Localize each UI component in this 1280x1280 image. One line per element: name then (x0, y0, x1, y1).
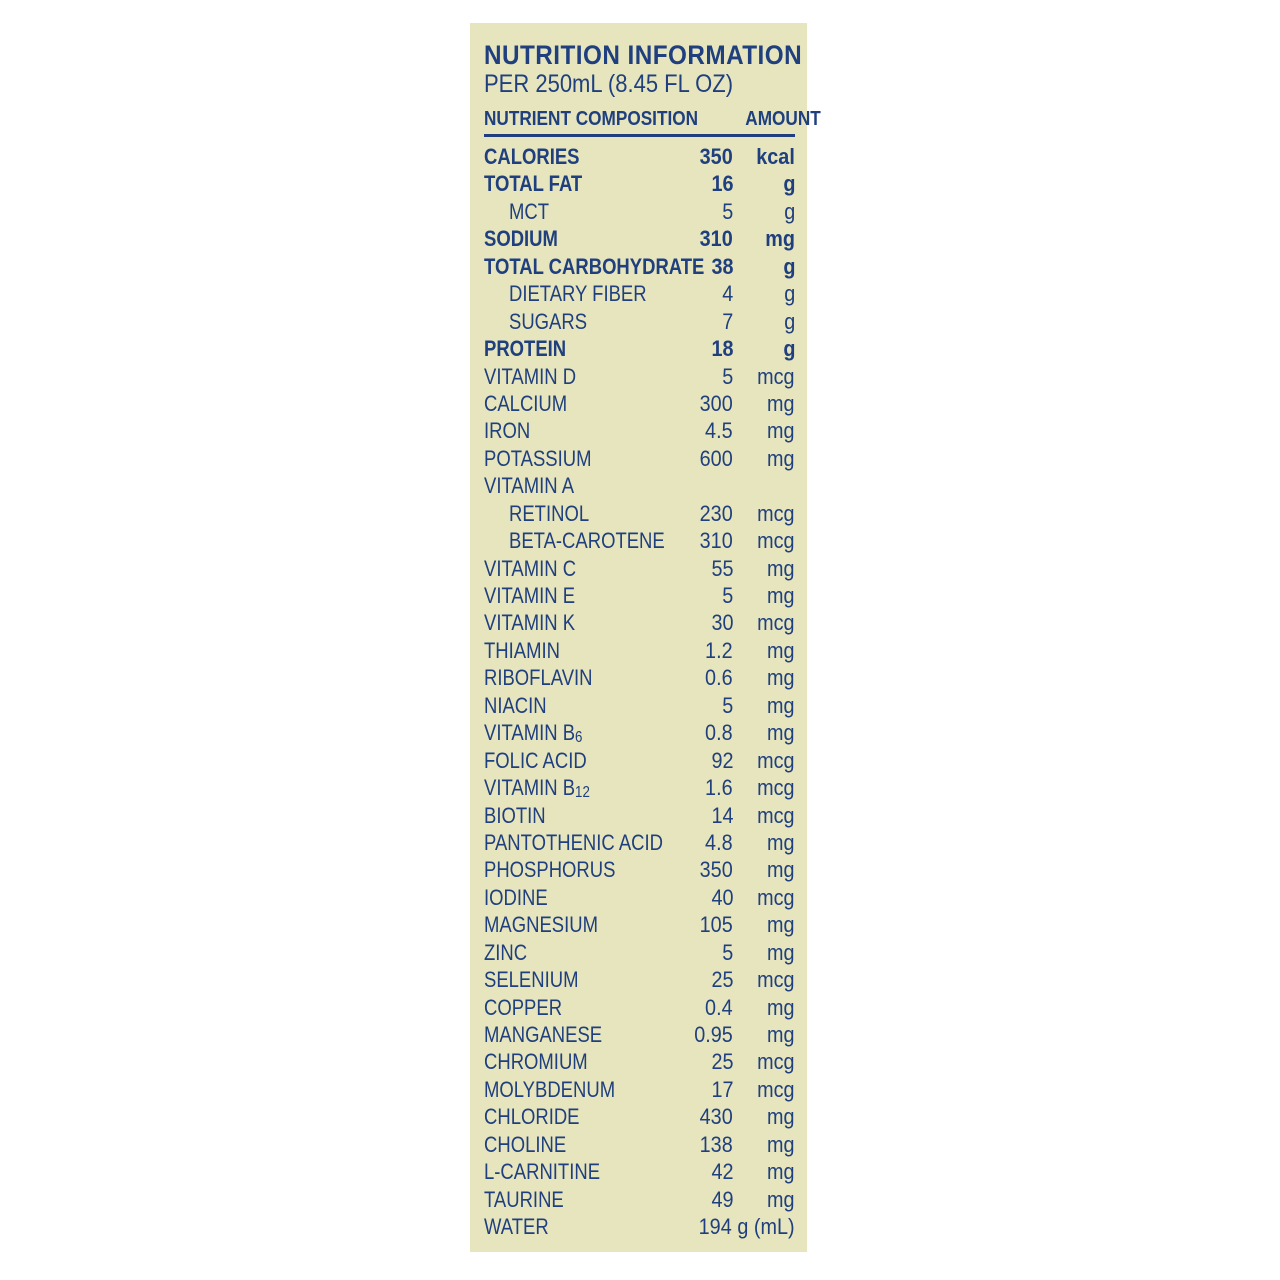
nutrient-unit (733, 1076, 795, 1103)
nutrient-label-text: SODIUM (484, 226, 558, 252)
nutrient-value (667, 555, 733, 582)
nutrient-value (667, 472, 733, 499)
table-row (484, 253, 795, 280)
nutrient-value-text: 14 (710, 802, 733, 828)
nutrient-unit (733, 856, 795, 883)
table-row (484, 445, 795, 472)
nutrient-unit-text: mg (767, 994, 795, 1020)
table-row (484, 966, 795, 993)
nutrient-value (667, 1103, 733, 1130)
nutrient-label (484, 308, 667, 335)
nutrient-value (667, 170, 733, 197)
nutrient-unit-text: mcg (757, 363, 795, 389)
nutrient-unit (733, 664, 795, 691)
table-row (484, 664, 795, 691)
nutrient-value (667, 527, 733, 554)
table-row (484, 417, 795, 444)
table-row (484, 1213, 795, 1240)
nutrient-value (667, 884, 733, 911)
nutrient-unit-text: g (783, 198, 795, 224)
nutrient-label (484, 1076, 667, 1103)
nutrient-value (667, 417, 733, 444)
nutrient-unit (733, 939, 795, 966)
table-row (484, 911, 795, 938)
nutrient-label (484, 1186, 667, 1213)
nutrient-label-text: CHLORIDE (484, 1104, 580, 1130)
nutrient-label (484, 280, 667, 307)
nutrient-value-text: 138 (699, 1131, 733, 1157)
nutrient-label-text: MCT (509, 198, 550, 224)
nutrient-label-text: FOLIC ACID (484, 747, 587, 773)
nutrient-unit-text: mcg (757, 802, 795, 828)
nutrient-value-text: 42 (710, 1159, 733, 1185)
nutrient-unit-text: g (783, 281, 795, 307)
nutrient-label (484, 527, 667, 554)
nutrient-unit (733, 225, 795, 252)
nutrient-unit (733, 692, 795, 719)
nutrient-label-text: MAGNESIUM (484, 912, 598, 938)
nutrient-value-text: 5 (721, 583, 733, 608)
nutrient-value-text: 4.5 (705, 418, 733, 444)
nutrient-value-text: 16 (710, 171, 733, 197)
nutrient-label (484, 472, 667, 499)
table-row (484, 143, 795, 170)
table-row (484, 472, 795, 499)
table-row (484, 747, 795, 774)
nutrient-value (667, 335, 733, 362)
nutrient-label (484, 1103, 667, 1130)
nutrient-value-text: 300 (699, 390, 733, 416)
nutrient-value-text: 5 (721, 692, 733, 718)
nutrient-unit-text: mg (767, 1022, 795, 1047)
nutrient-label-text: CALORIES (484, 144, 580, 169)
nutrient-value-text: 55 (710, 555, 733, 581)
nutrient-label (484, 856, 667, 883)
table-row (484, 1103, 795, 1130)
nutrient-label-text: RIBOFLAVIN (484, 665, 593, 691)
serving-size-text: PER 250mL (8.45 FL OZ) (484, 70, 734, 98)
nutrient-value (665, 1213, 731, 1240)
nutrient-value (667, 390, 733, 417)
nutrient-value (667, 1021, 733, 1048)
nutrient-unit (733, 1103, 795, 1130)
nutrient-label-text: VITAMIN C (484, 555, 577, 581)
nutrient-value (667, 225, 733, 252)
nutrition-title (484, 40, 803, 70)
nutrient-label-text: BIOTIN (484, 802, 546, 828)
table-row (484, 527, 795, 554)
nutrient-value-text: 4.8 (705, 829, 733, 855)
nutrient-label-text: COPPER (484, 994, 563, 1020)
nutrient-value-text: 194 (698, 1214, 732, 1240)
nutrient-unit (733, 966, 795, 993)
nutrient-label (484, 747, 667, 774)
nutrient-value (667, 1048, 733, 1075)
nutrient-label-text: PANTOTHENIC ACID (484, 829, 664, 855)
nutrient-label-text: THIAMIN (484, 637, 560, 663)
nutrient-value-text: 105 (699, 912, 733, 938)
nutrient-unit (733, 829, 795, 856)
nutrient-unit-text: mg (767, 637, 795, 663)
nutrient-label-text: MOLYBDENUM (484, 1076, 616, 1102)
nutrient-unit (733, 1186, 795, 1213)
nutrient-value-text: 310 (699, 528, 733, 554)
nutrient-value (667, 966, 733, 993)
nutrient-unit (733, 500, 795, 527)
nutrient-unit (733, 884, 795, 911)
table-row (484, 774, 795, 801)
nutrient-value (667, 1076, 733, 1103)
nutrient-label (484, 802, 667, 829)
nutrient-unit-text: g (782, 336, 795, 362)
nutrient-value-text: 18 (710, 336, 733, 362)
table-row (484, 198, 795, 225)
nutrient-unit-text: kcal (756, 144, 795, 169)
nutrient-label (484, 363, 667, 390)
nutrient-unit-text: mcg (757, 610, 795, 636)
nutrient-unit-text: g (mL) (737, 1214, 795, 1240)
nutrient-label (484, 417, 667, 444)
nutrient-unit (733, 747, 795, 774)
nutrient-unit (733, 417, 795, 444)
nutrient-unit (733, 637, 795, 664)
table-row (484, 994, 795, 1021)
nutrient-unit-text: mcg (757, 775, 795, 801)
nutrient-label (484, 692, 667, 719)
nutrient-unit (733, 1021, 795, 1048)
nutrient-value-text: 0.4 (705, 994, 733, 1020)
nutrient-value (667, 637, 733, 664)
nutrient-value (667, 363, 733, 390)
table-row (484, 719, 795, 746)
nutrient-unit-text: mg (767, 720, 795, 746)
nutrient-label (484, 198, 667, 225)
nutrient-value-text: 0.6 (705, 665, 733, 691)
nutrient-label (484, 1158, 667, 1185)
nutrient-value (667, 856, 733, 883)
nutrient-value-text: 40 (710, 884, 733, 910)
nutrient-unit (733, 335, 795, 362)
nutrient-unit-text: mcg (757, 967, 795, 993)
nutrient-value-text: 30 (710, 610, 733, 636)
nutrient-value-text: 350 (699, 144, 733, 169)
nutrient-value (667, 500, 733, 527)
nutrient-unit-text: mg (767, 912, 795, 938)
table-row (484, 390, 795, 417)
nutrient-label (484, 445, 667, 472)
nutrient-unit-text: mg (767, 555, 795, 581)
nutrient-value (667, 1186, 733, 1213)
nutrient-value (667, 664, 733, 691)
nutrient-unit (733, 1158, 795, 1185)
table-row (484, 939, 795, 966)
nutrient-label (484, 994, 667, 1021)
nutrient-unit-text: g (782, 171, 795, 197)
nutrient-value-text: 5 (721, 363, 733, 389)
nutrient-label-subscript: 12 (575, 784, 590, 802)
nutrient-label (484, 335, 667, 362)
nutrient-label (484, 966, 667, 993)
table-row (484, 856, 795, 883)
nutrient-label-text: POTASSIUM (484, 445, 592, 471)
nutrient-label-subscript: 6 (575, 729, 583, 747)
nutrition-title-text: NUTRITION INFORMATION (484, 40, 803, 70)
table-row (484, 884, 795, 911)
nutrient-unit-text: mg (765, 226, 795, 252)
table-row (484, 335, 795, 362)
nutrient-unit-text: g (782, 253, 795, 279)
nutrient-value-text: 92 (710, 747, 733, 773)
nutrient-unit-text: mg (767, 692, 795, 718)
nutrient-label (484, 1048, 667, 1075)
nutrient-value-text: 5 (721, 939, 733, 965)
nutrient-value-text: 25 (710, 967, 733, 993)
nutrient-label-text: TOTAL CARBOHYDRATE (484, 253, 705, 279)
table-row (484, 1048, 795, 1075)
nutrient-value (667, 829, 733, 856)
nutrient-label-text: RETINOL (509, 500, 590, 526)
nutrient-label (484, 664, 667, 691)
nutrient-value-text: 0.95 (694, 1022, 733, 1047)
nutrient-label (484, 637, 667, 664)
table-row (484, 1131, 795, 1158)
table-row (484, 170, 795, 197)
table-row (484, 637, 795, 664)
nutrient-label (484, 609, 667, 636)
nutrient-unit (733, 280, 795, 307)
nutrient-label-text: VITAMIN A (484, 473, 575, 499)
nutrient-label (484, 170, 667, 197)
nutrient-value (667, 719, 733, 746)
nutrient-unit-text: mg (767, 1159, 795, 1185)
nutrient-unit (733, 527, 795, 554)
nutrient-label (484, 500, 667, 527)
nutrient-value (667, 445, 733, 472)
nutrient-value (667, 198, 733, 225)
nutrient-value-text: 1.6 (705, 775, 733, 801)
table-row (484, 802, 795, 829)
nutrient-value (667, 692, 733, 719)
nutrient-label-text: BETA-CAROTENE (509, 528, 665, 554)
nutrient-label (484, 884, 667, 911)
nutrient-unit-text: mg (767, 1104, 795, 1130)
nutrient-value-text: 430 (699, 1104, 733, 1130)
nutrient-label-text: DIETARY FIBER (509, 281, 647, 307)
nutrient-label (484, 829, 667, 856)
nutrient-value-text: 25 (710, 1049, 733, 1075)
nutrient-label (484, 582, 667, 609)
nutrient-label-text: SELENIUM (484, 967, 579, 993)
column-headers (484, 108, 821, 130)
nutrient-value (667, 774, 733, 801)
nutrient-value-text: 0.8 (705, 720, 733, 746)
nutrient-unit-text: mg (767, 857, 795, 883)
nutrient-value-text: 17 (710, 1076, 733, 1102)
nutrient-value (667, 939, 733, 966)
nutrient-unit-text: mcg (757, 747, 795, 773)
table-row (484, 225, 795, 252)
nutrient-value (667, 308, 733, 335)
nutrient-unit (733, 609, 795, 636)
nutrient-label-text: L-CARNITINE (484, 1159, 601, 1185)
nutrient-value-text: 230 (699, 500, 733, 526)
table-row (484, 1021, 795, 1048)
nutrient-label-text: PROTEIN (484, 336, 567, 362)
nutrient-label (484, 774, 667, 804)
nutrient-label-text: NIACIN (484, 692, 547, 718)
nutrient-value-text: 600 (699, 445, 733, 471)
header-divider (484, 134, 795, 137)
nutrient-label-text: IRON (484, 418, 531, 444)
nutrient-value (667, 1131, 733, 1158)
nutrient-unit (733, 774, 795, 801)
nutrition-panel (470, 23, 821, 1252)
nutrient-value (667, 802, 733, 829)
table-row (484, 308, 795, 335)
nutrient-value-text: 310 (699, 226, 733, 252)
nutrient-value-text: 49 (710, 1186, 733, 1212)
table-row (484, 692, 795, 719)
table-row (484, 280, 795, 307)
nutrient-unit (733, 1131, 795, 1158)
nutrient-label-text: IODINE (484, 884, 548, 910)
nutrient-label-text: WATER (484, 1214, 549, 1240)
nutrient-value (667, 994, 733, 1021)
nutrient-label-text: CALCIUM (484, 390, 568, 416)
nutrient-label (484, 1213, 665, 1240)
nutrient-label (484, 939, 667, 966)
nutrient-label-text: ZINC (484, 939, 528, 965)
nutrient-unit (733, 911, 795, 938)
nutrient-value-text: 350 (699, 857, 733, 883)
nutrient-value (667, 911, 733, 938)
nutrient-unit (733, 994, 795, 1021)
table-row (484, 609, 795, 636)
table-row (484, 829, 795, 856)
column-header-nutrient: NUTRIENT COMPOSITION (484, 108, 699, 130)
table-row (484, 1186, 795, 1213)
nutrient-label-text: TOTAL FAT (484, 171, 583, 197)
nutrient-unit-text: mcg (757, 1049, 795, 1075)
nutrient-unit-text: mcg (757, 500, 795, 526)
table-row (484, 1158, 795, 1185)
nutrient-label (484, 719, 667, 749)
nutrient-unit (733, 390, 795, 417)
nutrient-unit (731, 1213, 795, 1240)
nutrient-unit-text: mg (767, 665, 795, 691)
nutrient-unit (733, 472, 795, 499)
nutrient-unit-text: mcg (757, 1076, 795, 1102)
nutrient-label (484, 143, 667, 170)
nutrient-unit (733, 253, 795, 280)
nutrient-label-text: CHOLINE (484, 1131, 567, 1157)
nutrient-unit (733, 445, 795, 472)
nutrient-unit (733, 719, 795, 746)
nutrient-unit (733, 308, 795, 335)
nutrient-label (484, 911, 667, 938)
nutrient-unit-text: mg (767, 1131, 795, 1157)
nutrient-unit-text: g (783, 308, 795, 334)
nutrient-label (484, 225, 667, 252)
table-row (484, 500, 795, 527)
nutrient-value-text: 5 (721, 198, 733, 224)
nutrient-value (667, 1158, 733, 1185)
nutrient-unit (733, 363, 795, 390)
nutrient-label (484, 253, 705, 280)
nutrient-unit (733, 555, 795, 582)
nutrient-unit-text: mg (767, 939, 795, 965)
nutrient-label-text: VITAMIN K (484, 610, 576, 636)
nutrient-unit-text: mg (767, 829, 795, 855)
nutrient-label-text: VITAMIN E (484, 583, 576, 608)
nutrient-value (667, 582, 733, 609)
nutrient-label (484, 1131, 667, 1158)
column-header-amount: AMOUNT (745, 108, 821, 130)
nutrient-label-text: VITAMIN B (484, 720, 576, 746)
nutrient-unit (733, 170, 795, 197)
nutrient-label-text: VITAMIN D (484, 363, 577, 389)
nutrient-unit-text: mg (767, 583, 795, 608)
table-row (484, 555, 795, 582)
nutrient-label-text: PHOSPHORUS (484, 857, 616, 883)
nutrient-unit-text: mcg (757, 528, 795, 554)
nutrient-label (484, 1021, 667, 1048)
nutrient-unit-text: mg (767, 1186, 795, 1212)
nutrient-unit-text: mg (767, 390, 795, 416)
nutrient-value-text: 1.2 (705, 637, 733, 663)
table-row (484, 1076, 795, 1103)
nutrient-value (667, 280, 733, 307)
nutrient-value-text: 7 (721, 308, 733, 334)
nutrient-value (667, 609, 733, 636)
nutrient-value (667, 747, 733, 774)
nutrient-label (484, 555, 667, 582)
nutrient-unit (733, 802, 795, 829)
nutrient-label-text: VITAMIN B (484, 775, 576, 801)
nutrient-unit-text: mcg (757, 884, 795, 910)
nutrient-value-text: 38 (710, 253, 733, 279)
nutrient-label-text: CHROMIUM (484, 1049, 588, 1075)
nutrient-unit (733, 1048, 795, 1075)
nutrient-unit (733, 198, 795, 225)
nutrient-label-text: TAURINE (484, 1186, 564, 1212)
table-row (484, 582, 795, 609)
nutrient-label-text: SUGARS (509, 308, 588, 334)
nutrient-unit (733, 143, 795, 170)
nutrient-label (484, 390, 667, 417)
nutrition-rows (484, 143, 795, 1241)
nutrient-value (667, 143, 733, 170)
nutrient-label-text: MANGANESE (484, 1022, 603, 1047)
nutrient-unit (733, 582, 795, 609)
table-row (484, 363, 795, 390)
serving-size (484, 70, 795, 99)
nutrient-unit-text: mg (767, 418, 795, 444)
nutrient-value-text: 4 (721, 281, 733, 307)
nutrient-unit-text: mg (767, 445, 795, 471)
